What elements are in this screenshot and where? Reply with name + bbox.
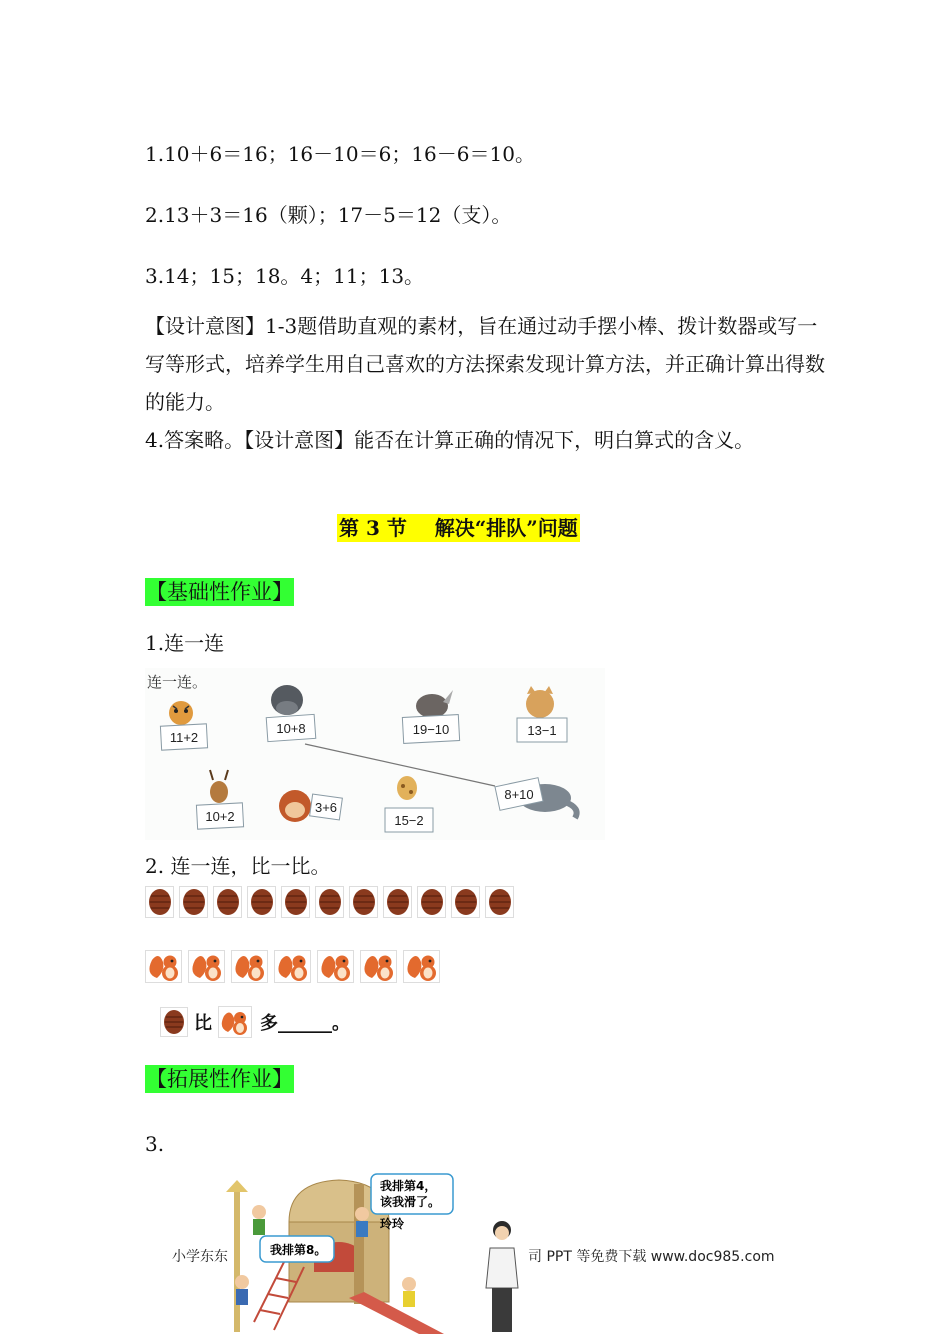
name-label: 玲玲 <box>380 1217 405 1231</box>
section-title: 第 3 节 解决“排队”问题 <box>339 516 578 540</box>
matching-exercise-image <box>145 668 605 840</box>
tiger-icon <box>169 701 193 725</box>
answer-3: 3.14；15；18。4；11；13。 <box>145 264 425 288</box>
squirrel-icon <box>361 951 397 983</box>
card-top-4-text: 13−1 <box>527 723 557 738</box>
basic-homework-tag: 【基础性作业】 <box>146 580 293 604</box>
hippo-icon <box>271 685 303 715</box>
matching-exercise-svg <box>145 668 605 840</box>
pinecone-row <box>145 886 525 920</box>
card-bottom-1 <box>196 803 243 829</box>
pinecone-icon <box>350 887 378 918</box>
card-top-4 <box>517 718 567 742</box>
answer-2: 2.13＋3＝16（颗）；17－5＝12（支）。 <box>145 203 512 227</box>
squirrel-icon <box>189 951 225 983</box>
card-bottom-1-text: 10+2 <box>205 809 235 824</box>
card-top-2 <box>266 714 316 741</box>
card-top-3-text: 19−10 <box>412 722 450 737</box>
queue-illustration-svg <box>214 1172 524 1334</box>
squirrel-row <box>145 950 445 984</box>
pinecone-icon <box>146 887 174 918</box>
footer-left: 小学东东 <box>172 1249 228 1265</box>
answer-1: 1.10＋6＝16；16－10＝6；16－6＝10。 <box>145 142 535 166</box>
squirrel-icon <box>404 951 440 983</box>
cat-icon <box>526 686 554 718</box>
card-top-3 <box>402 715 459 744</box>
question-2-label: 2. 连一连，比一比。 <box>145 854 331 878</box>
child-icon-4 <box>402 1277 416 1307</box>
answer-4: 4.答案略。【设计意图】能否在计算正确的情况下，明白算式的含义。 <box>145 428 755 452</box>
compare-line <box>160 1006 350 1038</box>
design-intent-1: 【设计意图】1-3题借助直观的素材，旨在通过动手摆小棒、拨计数器或写一写等形式，培养学生用自己喜欢的方法探索发现计算方法，并正确计算出得数的能力。 <box>145 314 825 414</box>
pinecone-icon <box>384 887 412 918</box>
child-icon-2 <box>355 1207 369 1237</box>
extended-homework-tag: 【拓展性作业】 <box>146 1067 293 1091</box>
squirrel-icon <box>146 951 182 983</box>
card-bottom-3 <box>385 808 433 832</box>
queue-illustration <box>214 1172 524 1334</box>
pinecone-icon <box>452 887 480 918</box>
pinecone-icon <box>282 887 310 918</box>
card-top-2-text: 10+8 <box>276 721 306 736</box>
card-top-1 <box>160 724 207 750</box>
card-bottom-2-text: 3+6 <box>314 800 338 815</box>
pinecone-icon <box>248 887 276 918</box>
card-top-1-text: 11+2 <box>169 730 199 745</box>
monkey-icon <box>279 790 311 822</box>
squirrel-icon <box>232 951 268 983</box>
question-1-label: 1.连一连 <box>145 631 225 655</box>
pinecone-icon <box>214 887 242 918</box>
bubble1-line1: 我排第4， <box>380 1179 437 1193</box>
pinecone-icon <box>160 1007 188 1037</box>
giraffe-icon <box>397 776 417 800</box>
compare-bi: 比 <box>194 1013 212 1034</box>
question-3-label: 3. <box>145 1132 165 1156</box>
squirrel-icon <box>218 1006 252 1038</box>
footer-right: 司 PPT 等免费下载 www.doc985.com <box>528 1249 775 1265</box>
image-title: 连一连。 <box>147 673 208 691</box>
pinecone-icon <box>486 887 514 918</box>
compare-duo: 多______。 <box>260 1013 350 1034</box>
child-icon-3 <box>235 1275 249 1305</box>
pinecone-icon <box>180 887 208 918</box>
card-bottom-3-text: 15−2 <box>394 813 424 828</box>
child-icon <box>252 1205 266 1235</box>
pinecone-icon <box>316 887 344 918</box>
squirrel-icon <box>275 951 311 983</box>
teacher-icon <box>480 1218 524 1338</box>
pinecone-icon <box>418 887 446 918</box>
bubble1-line2: 该我滑了。 <box>380 1195 441 1209</box>
bubble2-text: 我排第8。 <box>270 1243 327 1257</box>
card-bottom-2 <box>310 794 343 820</box>
squirrel-icon <box>318 951 354 983</box>
card-bottom-4-text: 8+10 <box>504 787 534 802</box>
